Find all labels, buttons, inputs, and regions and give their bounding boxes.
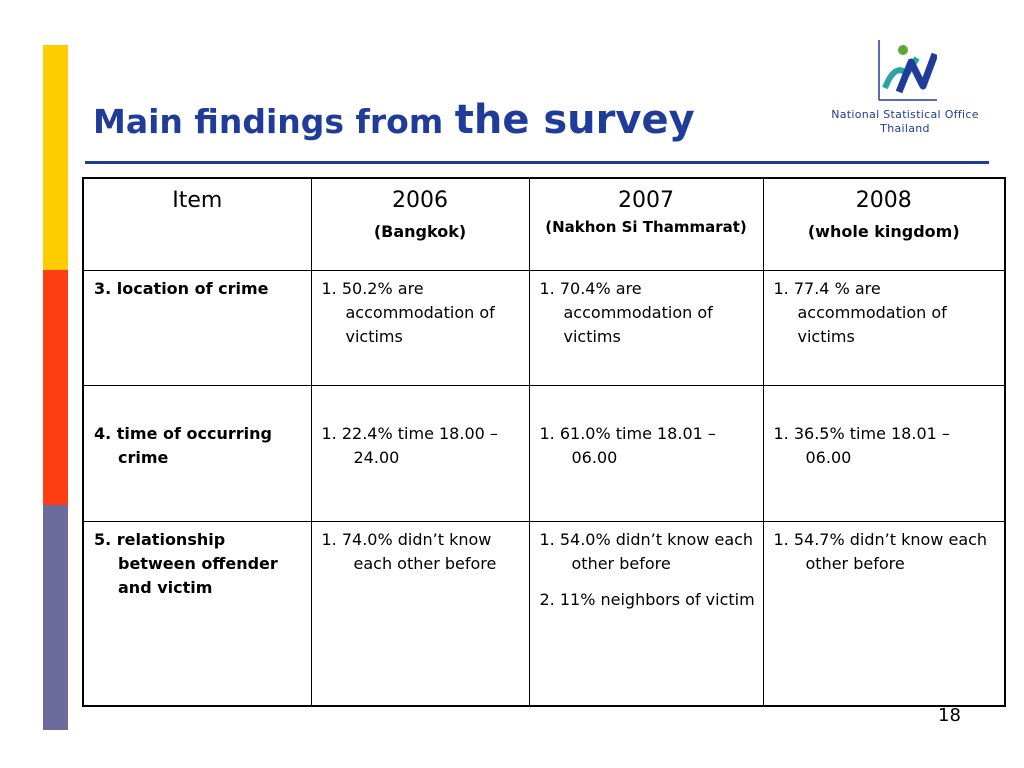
- table-cell: [529, 521, 763, 706]
- accent-strip-red: [43, 270, 68, 505]
- title-part-1: Main findings from: [93, 102, 455, 141]
- cell-text: 1. 54.0% didn’t know each other before: [539, 529, 754, 573]
- table-cell: [311, 385, 529, 521]
- header-region: (Bangkok): [373, 222, 467, 241]
- title-part-2: the survey: [454, 97, 695, 143]
- header-item: [83, 178, 311, 270]
- cell-text: 1. 61.0% time 18.01 – 06.00: [539, 423, 716, 467]
- table-cell: [311, 521, 529, 706]
- row-item-label: 5. relationship between offender and victim: [94, 529, 278, 597]
- nso-logo: [815, 40, 995, 140]
- header-2008: [763, 178, 1005, 270]
- table-cell: [311, 270, 529, 385]
- header-year: 2006: [392, 188, 448, 213]
- cell-text: 1. 74.0% didn’t know each other before: [321, 529, 497, 573]
- table-row: [83, 385, 1005, 521]
- header-2006: [311, 178, 529, 270]
- header-region: (whole kingdom): [807, 222, 960, 241]
- row-item-label: 4. time of occurring crime: [94, 423, 272, 467]
- table-cell: [763, 521, 1005, 706]
- findings-table: [82, 177, 1006, 707]
- page-title: [93, 97, 695, 143]
- row-item-label: 3. location of crime: [83, 270, 311, 385]
- accent-strip-purple: [43, 505, 68, 730]
- nso-logo-icon: [873, 40, 937, 102]
- logo-name-line-1: National Statistical Office: [831, 108, 979, 121]
- header-year: 2007: [618, 188, 674, 213]
- table-cell: [763, 385, 1005, 521]
- header-2007: [529, 178, 763, 270]
- title-underline: [85, 161, 989, 164]
- cell-text: 1. 50.2% are accommodation of victims: [321, 278, 495, 346]
- cell-text: 2. 11% neighbors of victim: [539, 589, 755, 609]
- page-number: 18: [938, 705, 961, 726]
- cell-text: 1. 54.7% didn’t know each other before: [773, 529, 988, 573]
- logo-name-line-2: Thailand: [880, 122, 930, 135]
- row-item-cell: [83, 385, 311, 521]
- accent-strip-yellow: [43, 45, 68, 270]
- cell-text: 1. 77.4 % are accommodation of victims: [773, 278, 947, 346]
- table-row: [83, 270, 1005, 385]
- cell-text: 1. 70.4% are accommodation of victims: [539, 278, 713, 346]
- header-label: Item: [172, 188, 223, 213]
- table-cell: [529, 385, 763, 521]
- table-row: [83, 521, 1005, 706]
- row-item-cell: [83, 521, 311, 706]
- header-year: 2008: [855, 188, 912, 213]
- cell-text: 1. 36.5% time 18.01 – 06.00: [773, 423, 950, 467]
- table-cell: [763, 270, 1005, 385]
- header-region: (Nakhon Si Thammarat): [545, 218, 747, 236]
- table-header-row: [83, 178, 1005, 270]
- table-cell: [529, 270, 763, 385]
- cell-text: 1. 22.4% time 18.00 – 24.00: [321, 423, 498, 467]
